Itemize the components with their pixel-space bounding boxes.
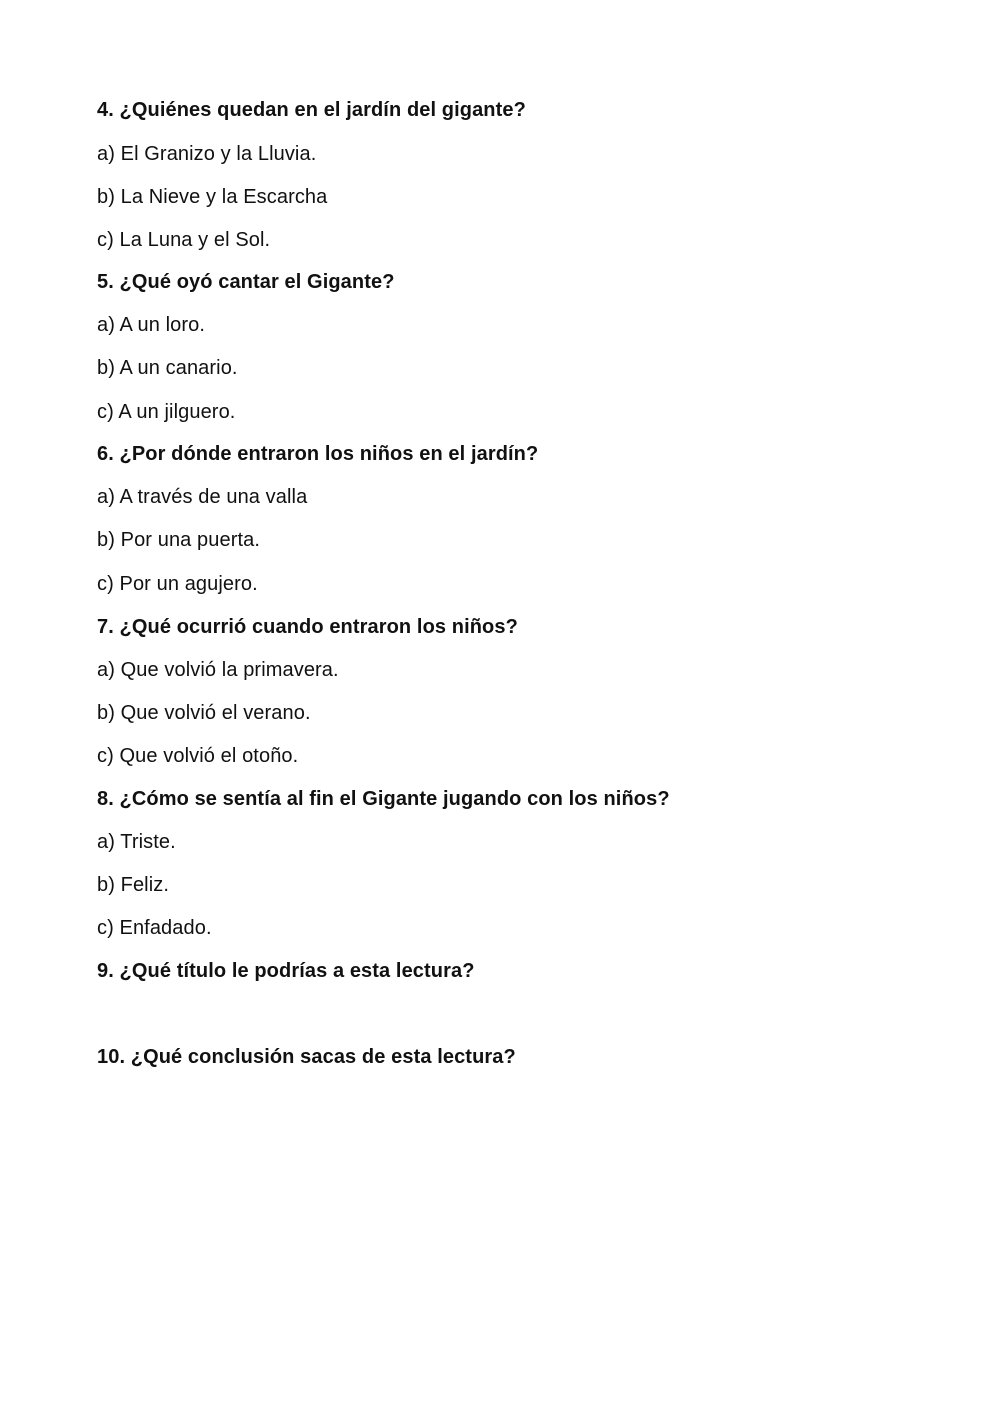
question-7-option-c: c) Que volvió el otoño. xyxy=(97,745,299,767)
question-4-option-b: b) La Nieve y la Escarcha xyxy=(97,186,328,208)
question-4-option-c: c) La Luna y el Sol. xyxy=(97,229,271,251)
question-6-option-c: c) Por un agujero. xyxy=(97,573,258,595)
question-7-option-b: b) Que volvió el verano. xyxy=(97,702,311,724)
question-5: 5. ¿Qué oyó cantar el Gigante? xyxy=(97,271,395,293)
question-9: 9. ¿Qué título le podrías a esta lectura? xyxy=(97,960,475,982)
question-7: 7. ¿Qué ocurrió cuando entraron los niños? xyxy=(97,616,518,638)
question-8-option-a: a) Triste. xyxy=(97,831,176,853)
question-8: 8. ¿Cómo se sentía al fin el Gigante jugando con los niños? xyxy=(97,788,670,810)
question-4-option-a: a) El Granizo y la Lluvia. xyxy=(97,143,317,165)
question-7-option-a: a) Que volvió la primavera. xyxy=(97,659,339,681)
question-5-option-b: b) A un canario. xyxy=(97,357,238,379)
question-10: 10. ¿Qué conclusión sacas de esta lectura? xyxy=(97,1046,516,1068)
question-8-option-b: b) Feliz. xyxy=(97,874,170,896)
question-4: 4. ¿Quiénes quedan en el jardín del gigante? xyxy=(97,99,526,121)
question-5-option-c: c) A un jilguero. xyxy=(97,401,236,423)
question-6: 6. ¿Por dónde entraron los niños en el jardín? xyxy=(97,443,539,465)
question-5-option-a: a) A un loro. xyxy=(97,314,206,336)
question-6-option-b: b) Por una puerta. xyxy=(97,529,261,551)
question-8-option-c: c) Enfadado. xyxy=(97,917,212,939)
question-6-option-a: a) A través de una valla xyxy=(97,486,308,508)
